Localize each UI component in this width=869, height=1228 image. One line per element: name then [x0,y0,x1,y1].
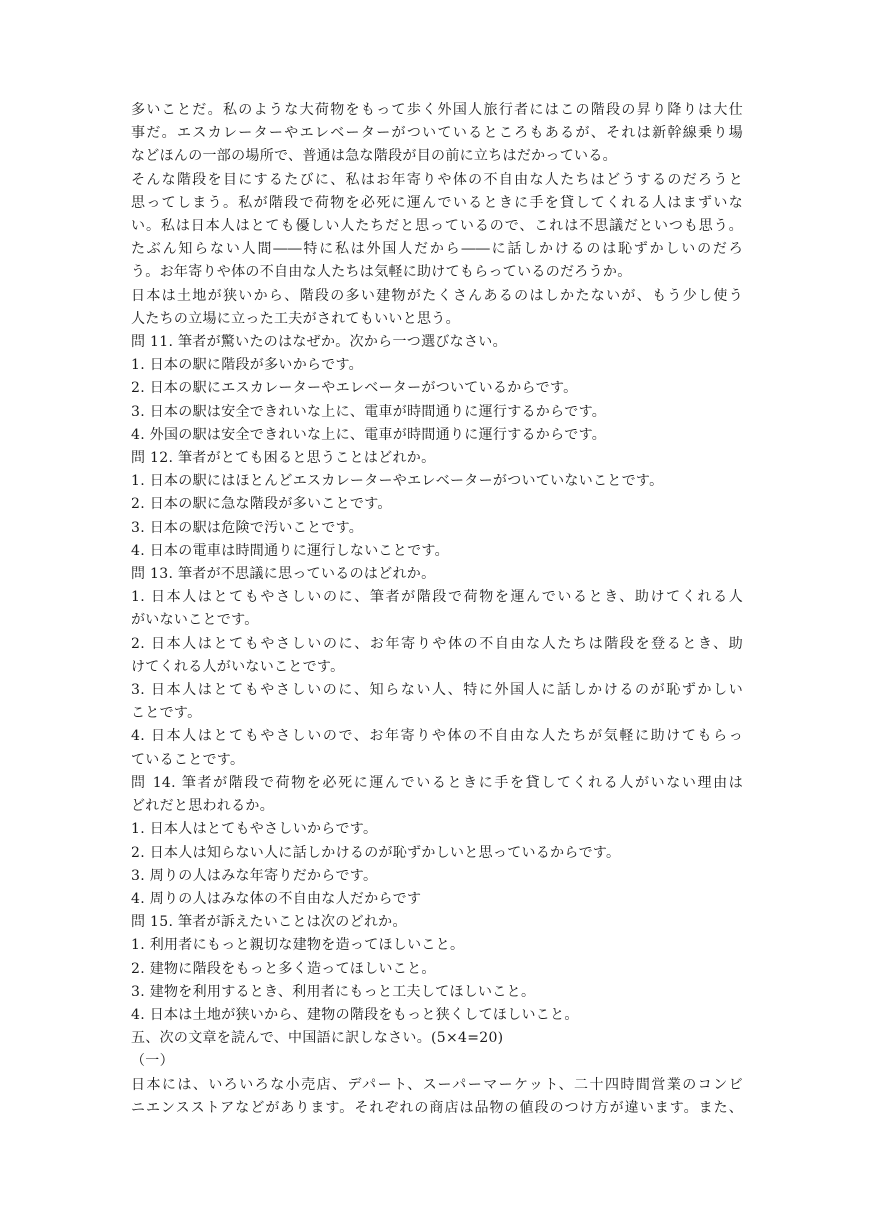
answer-option-continued: ことです。 [131,705,202,722]
answer-option: 1. 日本の駅に階段が多いからです。 [131,357,363,374]
answer-option-continued: がいないことです。 [131,612,259,629]
question-12: 問 12. 筆者がとても困ると思うことはどれか。 [131,450,436,467]
answer-option: 4. 日本は土地が狭いから、建物の階段をもっと狭くしてほしいこと。 [131,1006,579,1023]
text-line: 日本は土地が狭いから、階段の多い建物がたくさんあるのはしかたないが、もう少し使う [131,287,743,304]
answer-option-continued: けてくれる人がいないことです。 [131,658,345,675]
subsection-marker: （一） [131,1053,174,1070]
question-13: 問 13. 筆者が不思議に思っているのはどれか。 [131,566,436,583]
question-11: 問 11. 筆者が驚いたのはなぜか。次から一つ選びなさい。 [131,334,507,351]
section-heading: 五、次の文章を読んで、中国語に訳しなさい。(5×4=20) [131,1030,504,1047]
text-line: などほんの一部の場所で、普通は急な階段が目の前に立ちはだかっている。 [131,148,617,165]
answer-option: 3. 日本人はとてもやさしいのに、知らない人、特に外国人に話しかけるのが恥ずかしい [131,682,743,699]
answer-option: 2. 建物に階段をもっと多く造ってほしいこと。 [131,960,436,977]
text-line: 事だ。エスカレーターやエレベーターがついているところもあるが、それは新幹線乗り場 [131,125,743,142]
question-15: 問 15. 筆者が訴えたいことは次のどれか。 [131,914,407,931]
answer-option: 1. 日本人はとてもやさしいからです。 [131,821,378,838]
question-14: 問 14. 筆者が階段で荷物を必死に運んでいるときに手を貸してくれる人がいない理由は [131,774,743,791]
answer-option: 3. 日本の駅は危険で汚いことです。 [131,519,364,536]
answer-option: 1. 利用者にもっと親切な建物を造ってほしいこと。 [131,937,465,954]
answer-option: 4. 日本の電車は時間通りに運行しないことです。 [131,542,449,559]
text-line: ニエンスストアなどがあります。それぞれの商店は品物の値段のつけ方が違います。また、 [131,1099,743,1116]
answer-option: 2. 日本人はとてもやさしいのに、お年寄りや体の不自由な人たちは階段を登るとき、助 [131,635,743,652]
text-line: 思ってしまう。私が階段で荷物を必死に運んでいるときに手を貸してくれる人はまずいな [131,194,743,211]
text-line: 多いことだ。私のような大荷物をもって歩く外国人旅行者にはこの階段の昇り降りは大仕 [131,102,743,118]
text-line: 日本には、いろいろな小売店、デパート、スーパーマーケット、二十四時間営業のコンビ [131,1076,743,1093]
answer-option: 2. 日本人は知らない人に話しかけるのが恥ずかしいと思っているからです。 [131,844,621,861]
question-14-continued: どれだと思われるか。 [131,798,274,815]
text-line: たぶん知らない人間――特に私は外国人だから――に話しかけるのは恥ずかしいのだろ [131,241,743,258]
answer-option: 1. 日本人はとてもやさしいのに、筆者が階段で荷物を運んでいるとき、助けてくれる人 [131,589,743,606]
text-line: そんな階段を目にするたびに、私はお年寄りや体の不自由な人たちはどうするのだろうと [131,171,743,188]
text-line: 人たちの立場に立った工夫がされてもいいと思う。 [131,310,460,327]
answer-option: 2. 日本の駅にエスカレーターやエレベーターがついているからです。 [131,380,578,397]
answer-option: 4. 日本人はとてもやさしいので、お年寄りや体の不自由な人たちが気軽に助けてもらっ [131,728,743,745]
answer-option: 3. 建物を利用するとき、利用者にもっと工夫してほしいこと。 [131,983,536,1000]
answer-option-continued: ていることです。 [131,751,245,768]
answer-option: 4. 周りの人はみな体の不自由な人だからです [131,890,422,907]
answer-option: 3. 周りの人はみな年寄りだからです。 [131,867,378,884]
document-page [131,99,743,1120]
answer-option: 2. 日本の駅に急な階段が多いことです。 [131,496,392,513]
answer-option: 1. 日本の駅にはほとんどエスカレーターやエレベーターがついていないことです。 [131,473,664,490]
text-line: う。お年寄りや体の不自由な人たちは気軽に助けてもらっているのだろうか。 [131,264,632,281]
answer-option: 3. 日本の駅は安全できれいな上に、電車が時間通りに運行するからです。 [131,403,607,420]
text-line: い。私は日本人はとても優しい人たちだと思っているので、これは不思議だといつも思う。 [131,218,743,235]
answer-option: 4. 外国の駅は安全できれいな上に、電車が時間通りに運行するからです。 [131,426,607,443]
